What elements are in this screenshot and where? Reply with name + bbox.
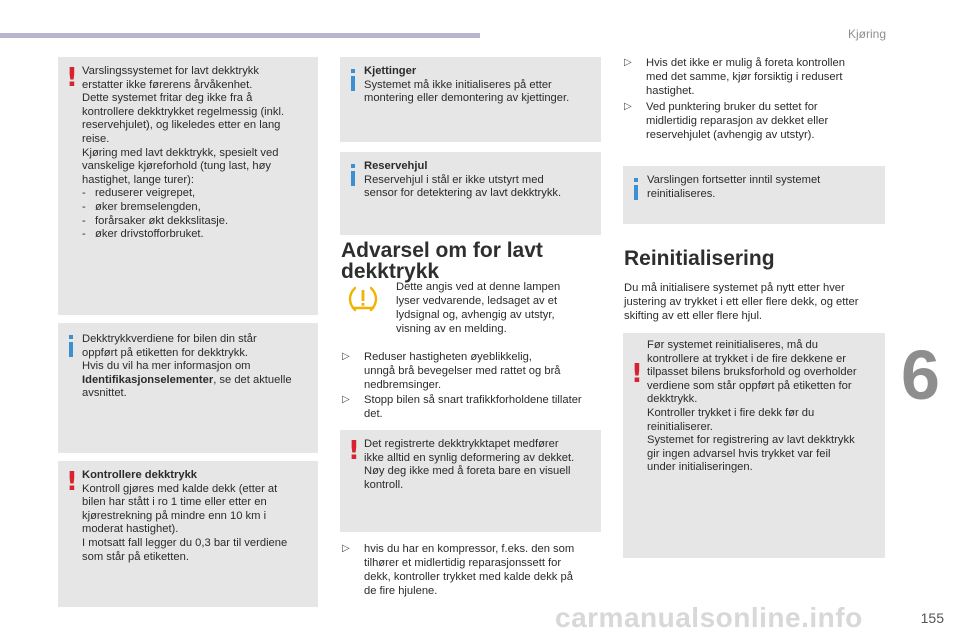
info-icon bbox=[348, 69, 362, 91]
warning-box-visual-check bbox=[340, 430, 601, 532]
arrow-bullet-icon: ▷ bbox=[342, 394, 350, 405]
text-line: som står på etiketten. bbox=[82, 550, 189, 563]
text-line: Før systemet reinitialiseres, må du bbox=[647, 339, 818, 351]
text-line: ikke alltid en synlig deformering av dekket. bbox=[364, 451, 575, 464]
text-line: Stopp bilen så snart trafikkforholdene tillater bbox=[364, 394, 582, 406]
text-line: gir ingen advarsel hvis trykket var feil bbox=[647, 447, 831, 460]
text-line: kontrollere dekktrykket regelmessig (inkl. bbox=[82, 105, 285, 118]
info-box-tyre-pressure-label bbox=[58, 323, 318, 453]
text-line: reinitialiseres. bbox=[647, 187, 716, 200]
arrow-bullet-icon: ▷ bbox=[624, 57, 632, 68]
bullet-reduce-speed bbox=[342, 350, 604, 392]
text-line: Kjøring med lavt dekktrykk, spesielt ved bbox=[82, 146, 279, 159]
text-line: Ved punktering bruker du settet for bbox=[646, 101, 818, 113]
text-line: Det registrerte dekktrykktapet medfører bbox=[364, 438, 559, 450]
heading-line: dekktrykk bbox=[341, 260, 440, 283]
top-rule bbox=[0, 33, 480, 38]
text-line: skifting av ett eller flere hjul. bbox=[624, 310, 763, 322]
text-line: midlertidig reparasjon av dekket eller bbox=[646, 115, 829, 127]
text-line: Hvis det ikke er mulig å foreta kontrollen bbox=[646, 57, 845, 69]
text-line: Kontroller trykket i fire dekk før du bbox=[647, 406, 815, 419]
arrow-bullet-icon: ▷ bbox=[342, 351, 350, 362]
bullet-puncture bbox=[624, 100, 886, 142]
info-icon bbox=[631, 178, 645, 200]
info-box-until-reinit bbox=[623, 166, 885, 224]
list-item: - forårsaker økt dekkslitasje. bbox=[82, 214, 229, 227]
text-line: Dette angis ved at denne lampen bbox=[396, 281, 561, 293]
text-line: tilpasset bilens bruksforhold og overholder bbox=[647, 366, 857, 379]
text-line: nedbremsinger. bbox=[364, 379, 442, 391]
info-icon bbox=[348, 164, 362, 186]
arrow-bullet-icon: ▷ bbox=[342, 543, 350, 554]
text-line: Dette systemet fritar deg ikke fra å bbox=[82, 92, 253, 105]
list-item: - øker bremselengden, bbox=[82, 200, 201, 213]
text-line: verdiene som står oppført på etiketten for bbox=[647, 379, 852, 392]
box-title: Kjettinger bbox=[364, 65, 417, 77]
text-line: dekk, kontroller trykket med kalde dekk på bbox=[364, 571, 573, 583]
text-line: I motsatt fall legger du 0,3 bar til verdiene bbox=[82, 536, 288, 549]
text-line: Du må initialisere systemet på nytt etter hver bbox=[624, 282, 845, 294]
bullet-compressor bbox=[342, 542, 604, 598]
info-box-spare-wheel bbox=[340, 152, 601, 235]
text-line: Systemet for registrering av lavt dekktrykk bbox=[647, 434, 855, 447]
text-line: tilhører et midlertidig reparasjonssett for bbox=[364, 557, 562, 569]
text-line: Kontroll gjøres med kalde dekk (etter at bbox=[82, 482, 278, 495]
text-line: kjørestrekning på mindre enn 10 km i bbox=[82, 509, 267, 522]
info-box-chains bbox=[340, 57, 601, 142]
text-line: Nøy deg ikke med å foreta bare en visuell bbox=[364, 465, 571, 478]
reference-link-text: Identifikasjonselementer bbox=[82, 373, 214, 386]
text-line: lyser vedvarende, ledsaget av et bbox=[396, 295, 558, 307]
text-line: justering av trykket i ett eller flere dekk, og etter bbox=[624, 296, 859, 308]
text-line: visning av en melding. bbox=[396, 323, 507, 335]
warning-exclamation-icon bbox=[66, 471, 80, 493]
watermark: carmanualsonline.info bbox=[555, 602, 863, 633]
text-fragment: , se det aktuelle bbox=[213, 373, 292, 386]
text-line: kontroll. bbox=[364, 478, 404, 491]
bullet-stop-vehicle bbox=[342, 393, 604, 421]
text-line: bilen har stått i ro 1 time eller etter en bbox=[82, 496, 267, 509]
warning-exclamation-icon bbox=[66, 67, 80, 89]
heading-line: Advarsel om for lavt bbox=[341, 239, 543, 262]
page-number: 155 bbox=[920, 610, 944, 626]
text-line: oppført på etiketten for dekktrykk. bbox=[82, 346, 249, 359]
tyre-pressure-warning-icon bbox=[348, 284, 378, 314]
arrow-bullet-icon: ▷ bbox=[624, 101, 632, 112]
text-line: reinitialiserer. bbox=[647, 420, 713, 433]
box-title: Kontrollere dekktrykk bbox=[82, 469, 198, 481]
text-line: de fire hjulene. bbox=[364, 585, 438, 597]
text-line: under initialiseringen. bbox=[647, 461, 753, 474]
text-line: Varslingssystemet for lavt dekktrykk bbox=[82, 65, 259, 77]
text-line: dekktrykk. bbox=[647, 393, 698, 406]
text-line: vanskelige kjøreforhold (tung last, høy bbox=[82, 160, 272, 173]
text-line: lydsignal og, avhengig av utstyr, bbox=[396, 309, 555, 321]
text-line: Dekktrykkverdiene for bilen din står bbox=[82, 333, 257, 345]
text-line: unngå brå bevegelser med rattet og brå bbox=[364, 365, 561, 377]
text-line: hvis du har en kompressor, f.eks. den som bbox=[364, 543, 575, 555]
list-item: - reduserer veigrepet, bbox=[82, 187, 196, 200]
text-line: avsnittet. bbox=[82, 387, 127, 400]
text-line: erstatter ikke førerens årvåkenhet. bbox=[82, 78, 253, 91]
text-line: reservehjulet (avhengig av utstyr). bbox=[646, 129, 815, 141]
text-line: Reduser hastigheten øyeblikkelig, bbox=[364, 351, 532, 363]
text-line: Reservehjul i stål er ikke utstyrt med bbox=[364, 173, 544, 186]
text-line: kontrollere at trykket i de fire dekkene er bbox=[647, 352, 846, 365]
chapter-number: 6 bbox=[901, 336, 940, 414]
bullet-drive-carefully bbox=[624, 56, 886, 98]
warning-box-vigilance bbox=[58, 57, 318, 315]
text-line: reise. bbox=[82, 132, 110, 145]
text-line: sensor for detektering av lavt dekktrykk. bbox=[364, 187, 562, 200]
text-line: det. bbox=[364, 408, 383, 420]
warning-box-check-pressure bbox=[58, 461, 318, 607]
list-item: - øker drivstofforbruket. bbox=[82, 228, 204, 241]
warning-exclamation-icon bbox=[631, 363, 645, 385]
section-title: Kjøring bbox=[847, 27, 886, 41]
text-line: Hvis du vil ha mer informasjon om bbox=[82, 360, 251, 373]
text-line-with-reference bbox=[82, 374, 312, 388]
text-line: montering eller demontering av kjettinger. bbox=[364, 92, 570, 105]
warning-lamp-intro bbox=[396, 280, 560, 336]
text-line: Varslingen fortsetter inntil systemet bbox=[647, 174, 821, 186]
text-line: hastighet, lange turer): bbox=[82, 173, 194, 186]
text-line: med det samme, kjør forsiktig i redusert bbox=[646, 71, 843, 83]
heading-reinitialisation: Reinitialisering bbox=[624, 247, 775, 270]
text-line: Systemet må ikke initialiseres på etter bbox=[364, 78, 552, 91]
info-icon bbox=[66, 335, 80, 357]
reinit-paragraph bbox=[624, 281, 889, 323]
heading-low-pressure-warning bbox=[341, 240, 543, 282]
text-line: hastighet. bbox=[646, 85, 695, 97]
text-line: moderat hastighet). bbox=[82, 523, 179, 536]
warning-exclamation-icon bbox=[348, 440, 362, 462]
warning-box-before-reinit bbox=[623, 333, 885, 558]
box-title: Reservehjul bbox=[364, 160, 428, 172]
text-line: reservehjulet), og likeledes etter en lang bbox=[82, 119, 281, 132]
